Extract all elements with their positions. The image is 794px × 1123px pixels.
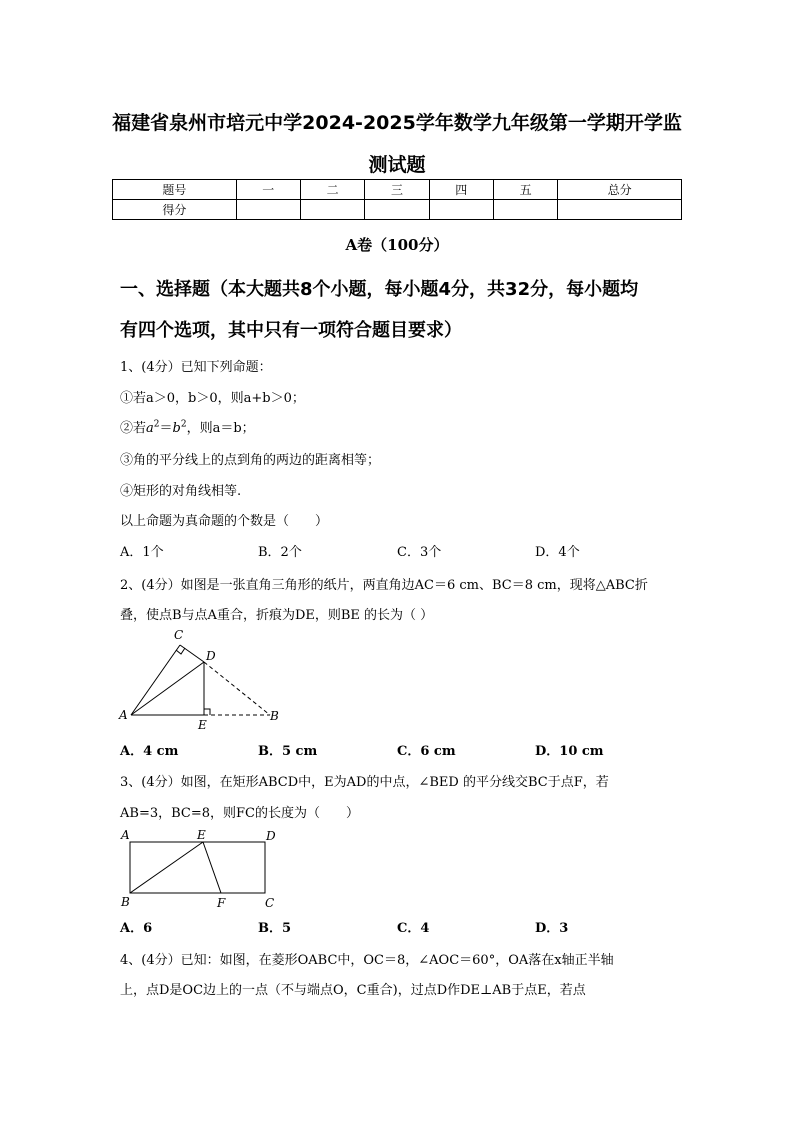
q2-label-e: E	[198, 718, 207, 732]
q3-option-d: D．3	[535, 921, 569, 936]
q3-option-a: A．6	[120, 921, 153, 936]
q3-label-f: F	[217, 896, 226, 910]
score-header-cell: 题号	[113, 180, 237, 200]
exam-title-line2: 测试题	[368, 154, 426, 176]
q1-stem: 1、(4分）已知下列命题：	[120, 360, 272, 375]
q2-line1: 2、(4分）如图是一张直角三角形的纸片，两直角边AC＝6 cm、BC＝8 cm，现将△ABC折	[120, 578, 648, 593]
q1-option-a: A．1个	[120, 545, 164, 560]
q1-option-b: B．2个	[258, 545, 302, 560]
q1-option-d: D．4个	[535, 545, 580, 560]
q3-line2: AB=3，BC=8，则FC的长度为（ ）	[120, 806, 359, 821]
q2-option-d: D．10 cm	[535, 744, 604, 759]
q1-statement-3: ③角的平分线上的点到角的两边的距离相等；	[120, 453, 381, 468]
q2-edge-cd	[180, 645, 204, 662]
score-header-cell: 五	[493, 180, 557, 200]
q3-label-d: D	[266, 829, 276, 843]
q1-s2-var-a: a	[146, 421, 154, 436]
q3-rect-abcd	[130, 842, 265, 893]
q3-segment-be	[130, 842, 203, 893]
q1-statement-2: ②若$a^2=b^2$，则a＝b；	[120, 419, 255, 436]
score-header-cell: 二	[300, 180, 364, 200]
q1-statement-4: ④矩形的对角线相等.	[120, 484, 242, 499]
score-table-header-row	[113, 180, 682, 200]
q2-edge-ac	[131, 645, 180, 715]
score-header-cell: 三	[365, 180, 429, 200]
section-a-heading: A卷（100分）	[345, 236, 449, 254]
part1-heading-line1: 一、选择题（本大题共8个小题，每小题4分，共32分，每小题均	[120, 279, 639, 300]
q1-question: 以上命题为真命题的个数是（ ）	[120, 514, 329, 529]
score-header-cell: 总分	[558, 180, 682, 200]
q2-line2: 叠，使点B与点A重合，折痕为DE，则BE 的长为（ ）	[120, 608, 434, 623]
q3-segment-ef	[203, 842, 221, 893]
score-cell	[365, 200, 429, 220]
q3-label-b: B	[121, 895, 130, 909]
q2-label-c: C	[174, 628, 184, 642]
q4-line2: 上，点D是OC边上的一点（不与端点O，C重合)，过点D作DE⊥AB于点E，若点	[120, 983, 586, 998]
q3-label-e: E	[197, 828, 206, 842]
part1-heading-line2: 有四个选项，其中只有一项符合题目要求）	[120, 320, 462, 341]
exam-title-line1: 福建省泉州市培元中学2024-2025学年数学九年级第一学期开学监	[112, 112, 682, 134]
score-header-cell: 四	[429, 180, 493, 200]
score-cell	[493, 200, 557, 220]
q3-label-a: A	[121, 828, 130, 842]
q3-option-b: B．5	[258, 921, 292, 936]
q1-s2-var-b: b	[172, 421, 181, 436]
q1-s2-prefix: ②若	[120, 421, 147, 436]
score-table-score-row	[113, 200, 682, 220]
score-cell	[236, 200, 300, 220]
q1-s2-suffix: ，则a＝b；	[186, 421, 255, 436]
q3-line1: 3、(4分）如图，在矩形ABCD中，E为AD的中点，∠BED 的平分线交BC于点F，若	[120, 775, 609, 790]
q1-s2-equals: ＝	[159, 421, 173, 436]
score-cell	[300, 200, 364, 220]
q1-statement-1: ①若a＞0，b＞0，则a+b＞0；	[120, 391, 305, 406]
q2-option-c: C．6 cm	[397, 744, 456, 759]
q4-line1: 4、(4分）已知：如图，在菱形OABC中，OC＝8，∠AOC＝60°，OA落在x轴正半轴	[120, 953, 614, 968]
score-row-label: 得分	[113, 200, 237, 220]
q2-option-b: B．5 cm	[258, 744, 318, 759]
q2-label-b: B	[270, 709, 279, 723]
score-cell	[558, 200, 682, 220]
score-header-cell: 一	[236, 180, 300, 200]
q3-label-c: C	[265, 896, 275, 910]
q1-option-c: C．3个	[397, 545, 442, 560]
q2-right-angle-e	[204, 709, 210, 715]
score-table	[112, 179, 682, 220]
q2-label-d: D	[206, 649, 216, 663]
q2-option-a: A．4 cm	[120, 744, 179, 759]
q2-triangle-figure	[115, 625, 295, 735]
q2-edge-db-dashed	[204, 662, 270, 715]
score-cell	[429, 200, 493, 220]
q3-rectangle-figure	[115, 826, 285, 912]
q3-option-c: C．4	[397, 921, 430, 936]
q2-edge-ad	[131, 662, 204, 715]
q2-label-a: A	[119, 708, 128, 722]
